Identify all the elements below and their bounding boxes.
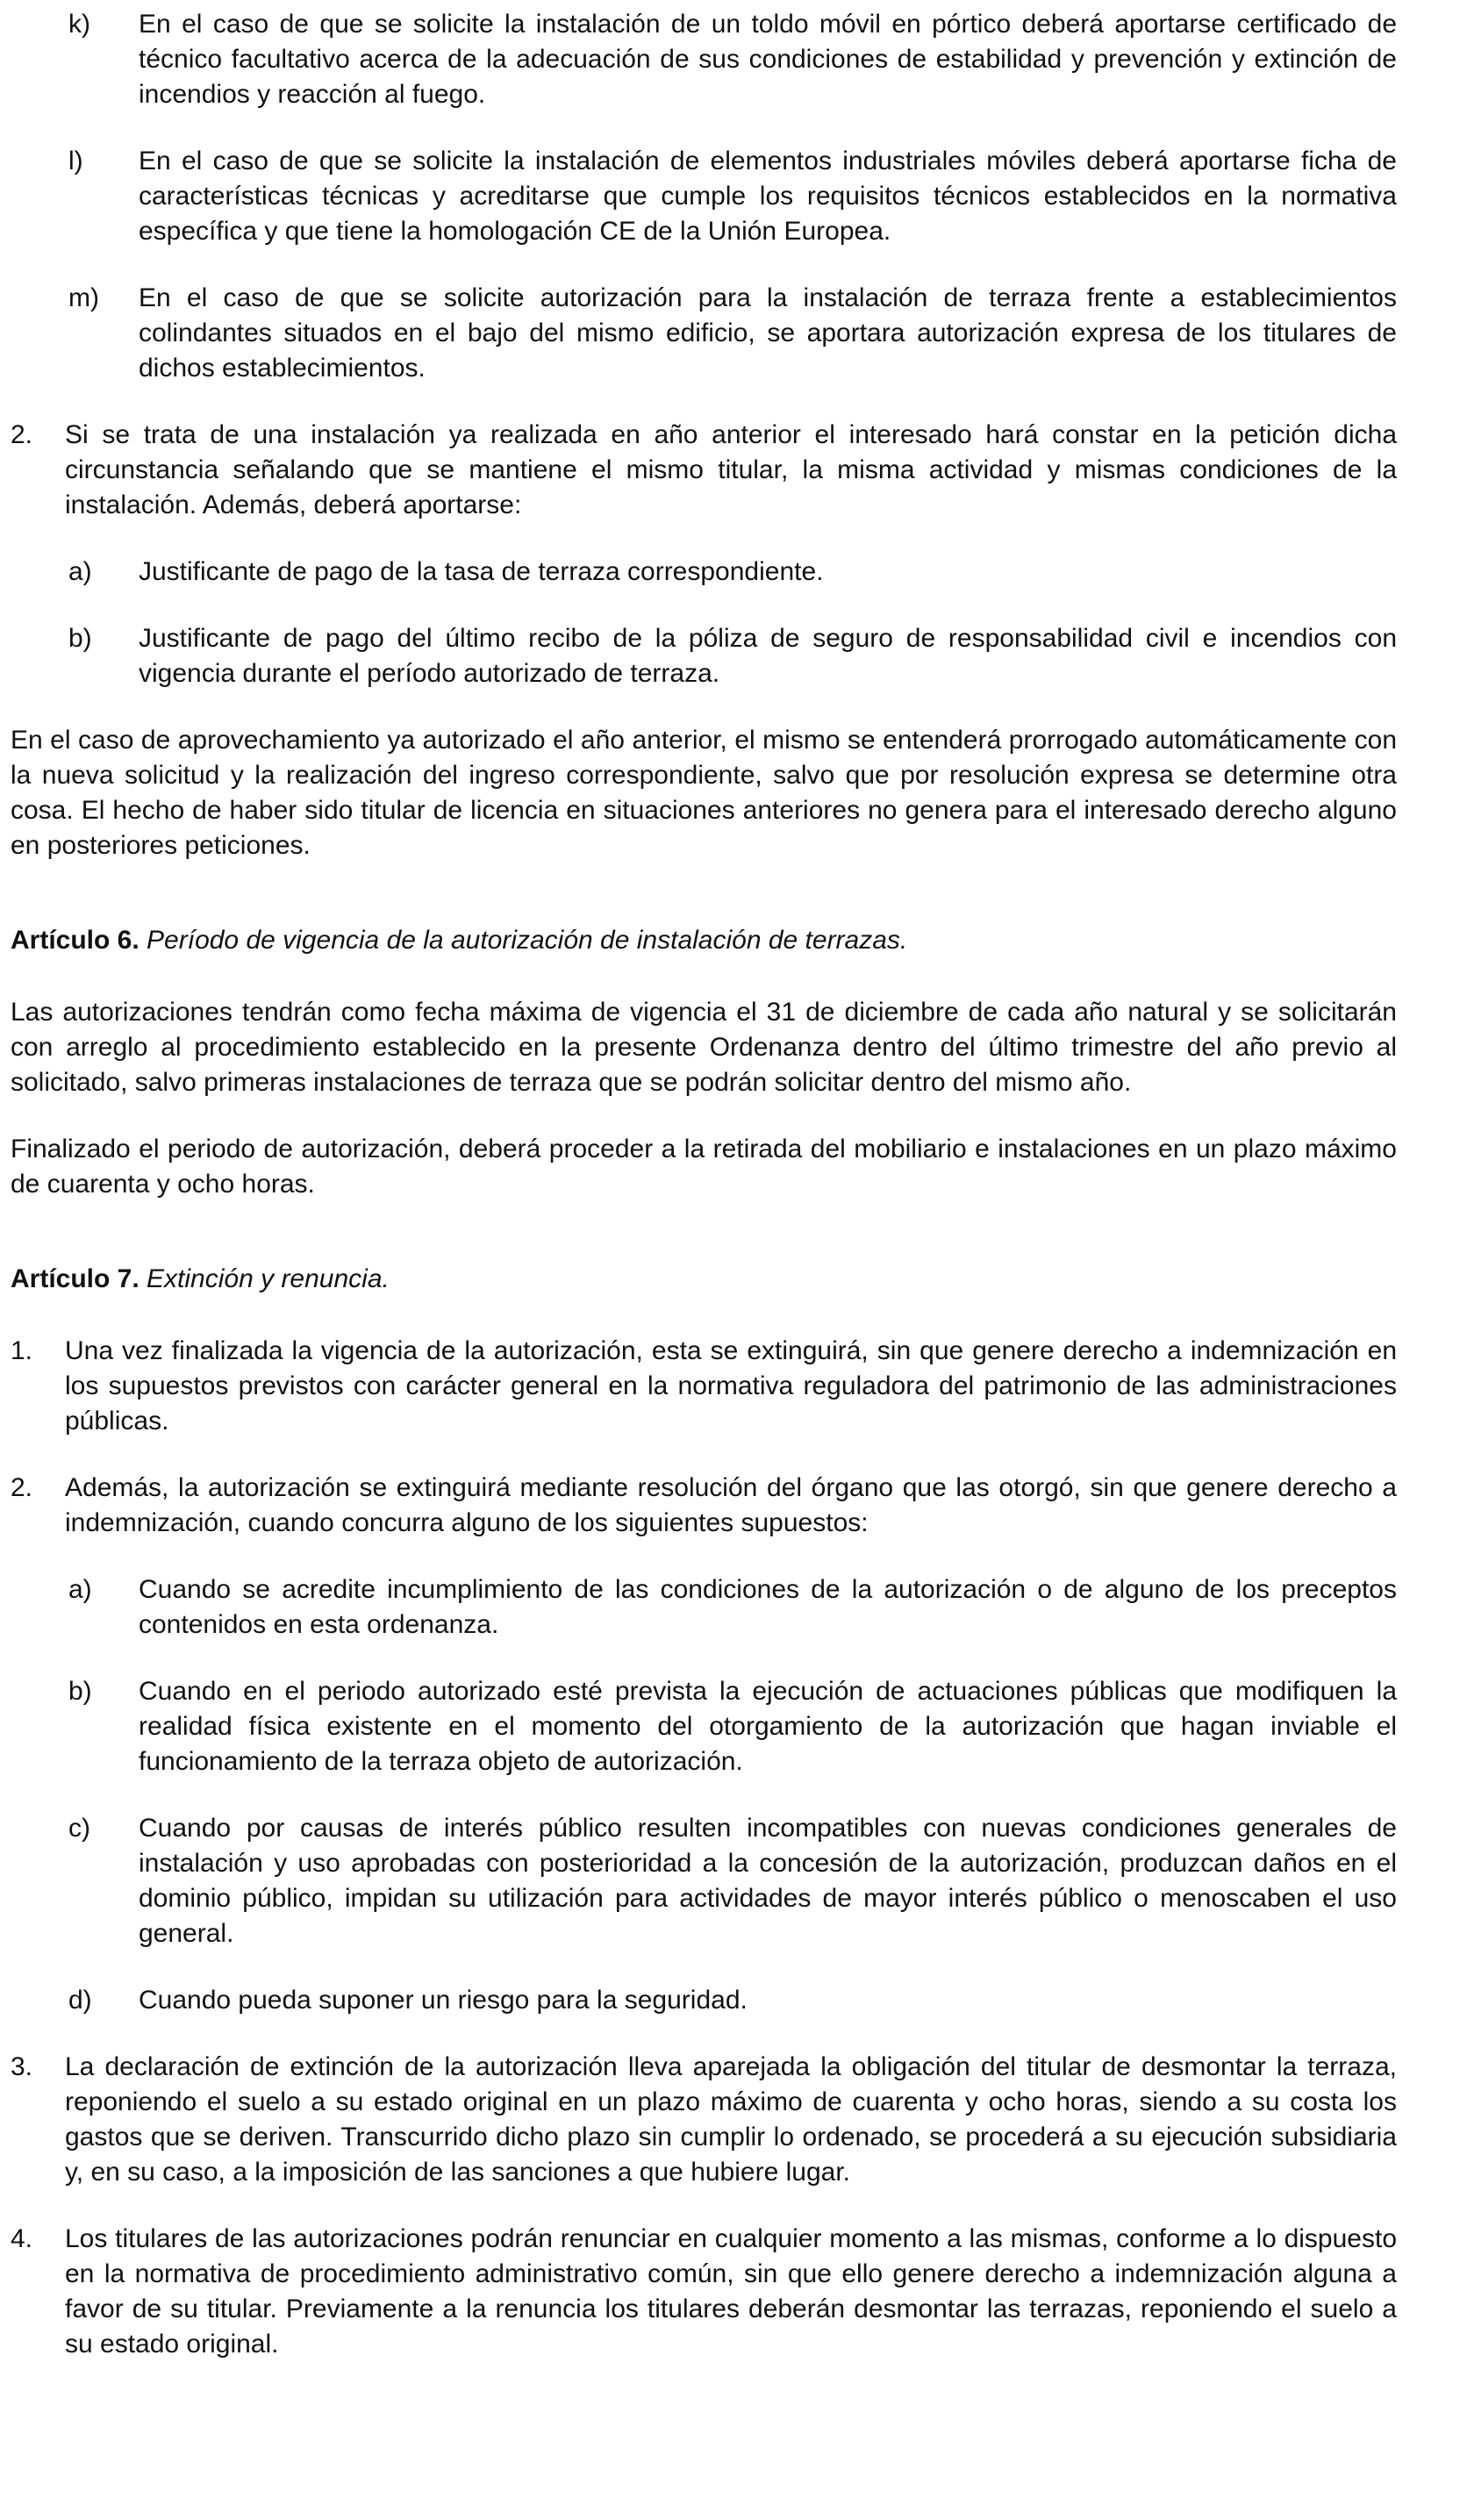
list-item-label: 2. [11, 420, 33, 449]
letter-list-item [68, 1983, 1397, 2018]
list-item-text: Justificante de pago de la tasa de terraza correspondiente. [139, 557, 824, 586]
paragraph: Finalizado el periodo de autorización, deberá proceder a la retirada del mobiliario e instalaciones en un plazo máximo de cuarenta y ocho horas. [11, 1135, 1397, 1199]
list-item-label: 4. [11, 2224, 33, 2253]
paragraph: Las autorizaciones tendrán como fecha máxima de vigencia el 31 de diciembre de cada año natural y se solicitarán con arreglo al procedimiento establecido en la presente Ordenanza dentro del último trimestre del año previo al solicitado, salvo primeras instalaciones de terraza que se podrán solicitar dentro del mismo año. [11, 998, 1397, 1097]
list-item-text: Además, la autorización se extinguirá mediante resolución del órgano que las otorgó, sin que genere derecho a indemnización, cuando concurra alguno de los siguientes supuestos: [65, 1473, 1397, 1537]
list-item-label: b) [68, 1677, 92, 1706]
article-title: Extinción y renuncia. [147, 1264, 390, 1293]
list-item-text: En el caso de que se solicite la instalación de elementos industriales móviles deberá aportarse ficha de características técnicas y acreditarse que cumple los requisitos técnicos establecidos en la normativa específica y que tiene la homologación CE de la Unión Europea. [139, 147, 1397, 246]
numbered-list-item [11, 418, 1397, 523]
list-item-text: Una vez finalizada la vigencia de la autorización, esta se extinguirá, sin que genere derecho a indemnización en los supuestos previstos con carácter general en la normativa reguladora del patrimonio de las administraciones públicas. [65, 1336, 1397, 1435]
list-item-label: c) [68, 1814, 90, 1843]
list-item-label: d) [68, 1986, 92, 2015]
list-item-text: En el caso de que se solicite la instalación de un toldo móvil en pórtico deberá aportarse certificado de técnico facultativo acerca de la adecuación de sus condiciones de estabilidad y prevención y extinción de incendios y reacción al fuego. [139, 10, 1397, 109]
list-item-text: Cuando pueda suponer un riesgo para la seguridad. [139, 1986, 748, 2015]
list-item-text: Justificante de pago del último recibo de la póliza de seguro de responsabilidad civil e incendios con vigencia durante el período autorizado de terraza. [139, 624, 1397, 688]
article-number: Artículo 7. [11, 1264, 140, 1293]
list-item-text: Cuando en el periodo autorizado esté prevista la ejecución de actuaciones públicas que modifiquen la realidad física existente en el momento del otorgamiento de la autorización que hagan inviable el funcionamiento de la terraza objeto de autorización. [139, 1677, 1397, 1776]
list-item-label: a) [68, 1575, 92, 1604]
list-item-text: Si se trata de una instalación ya realizada en año anterior el interesado hará constar en la petición dicha circunstancia señalando que se mantiene el mismo titular, la misma actividad y mismas condiciones de la instalación. Además, deberá aportarse: [65, 420, 1397, 519]
letter-list-item [68, 281, 1397, 386]
list-item-text: Cuando por causas de interés público resulten incompatibles con nuevas condiciones generales de instalación y uso aprobadas con posterioridad a la concesión de la autorización, produzcan daños en el dominio público, impidan su utilización para actividades de mayor interés público o menoscaben el uso general. [139, 1814, 1397, 1948]
numbered-list-item [11, 1334, 1397, 1439]
numbered-list-item [11, 1471, 1397, 1541]
list-item-label: m) [68, 283, 99, 312]
article-heading [11, 923, 1397, 958]
letter-list-item [68, 7, 1397, 112]
list-item-label: a) [68, 557, 92, 586]
letter-list-item [68, 621, 1397, 691]
paragraph: En el caso de aprovechamiento ya autorizado el año anterior, el mismo se entenderá prorrogado automáticamente con la nueva solicitud y la realización del ingreso correspondiente, salvo que por resolución expresa se determine otra cosa. El hecho de haber sido titular de licencia en situaciones anteriores no genera para el interesado derecho alguno en posteriores peticiones. [11, 726, 1397, 860]
list-item-text: Cuando se acredite incumplimiento de las condiciones de la autorización o de alguno de los preceptos contenidos en esta ordenanza. [139, 1575, 1397, 1639]
list-item-label: 3. [11, 2052, 33, 2081]
list-item-text: La declaración de extinción de la autorización lleva aparejada la obligación del titular de desmontar la terraza, reponiendo el suelo a su estado original en un plazo máximo de cuarenta y ocho horas, siendo a su costa los gastos que se deriven. Transcurrido dicho plazo sin cumplir lo ordenado, se procederá a su ejecución subsidiaria y, en su caso, a la imposición de las sanciones a que hubiere lugar. [65, 2052, 1397, 2187]
article-heading [11, 1262, 1397, 1297]
list-item-label: 1. [11, 1336, 33, 1365]
numbered-list-item [11, 2050, 1397, 2190]
list-item-label: l) [68, 147, 83, 175]
letter-list-item [68, 1674, 1397, 1779]
letter-list-item [68, 144, 1397, 249]
article-title: Período de vigencia de la autorización de instalación de terrazas. [147, 926, 908, 955]
list-item-label: b) [68, 624, 92, 653]
letter-list-item [68, 1811, 1397, 1951]
letter-list-item [68, 1572, 1397, 1643]
article-number: Artículo 6. [11, 926, 140, 955]
numbered-list-item [11, 2222, 1397, 2362]
list-item-label: k) [68, 10, 90, 39]
list-item-label: 2. [11, 1473, 33, 1502]
list-item-text: Los titulares de las autorizaciones podrán renunciar en cualquier momento a las mismas, conforme a lo dispuesto en la normativa de procedimiento administrativo común, sin que ello genere derecho a indemnización alguna a favor de su titular. Previamente a la renuncia los titulares deberán desmontar las terrazas, reponiendo el suelo a su estado original. [65, 2224, 1397, 2359]
list-item-text: En el caso de que se solicite autorización para la instalación de terraza frente a establecimientos colindantes situados en el bajo del mismo edificio, se aportara autorización expresa de los titulares de dichos establecimientos. [139, 283, 1397, 383]
letter-list-item [68, 555, 1397, 590]
